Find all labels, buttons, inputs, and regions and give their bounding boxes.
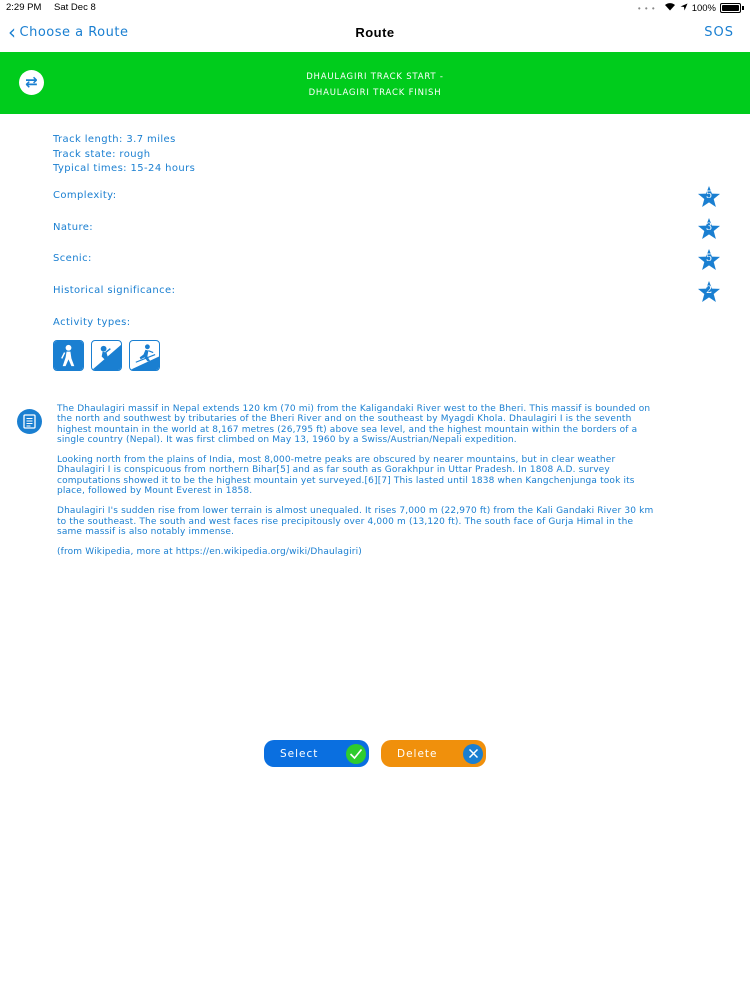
nature-rating-star: [697, 217, 721, 241]
navigation-bar: [0, 16, 750, 52]
status-bar: [0, 0, 750, 16]
historical-rating-value: 2: [705, 285, 713, 296]
battery-icon: [720, 3, 741, 13]
route-description: [57, 404, 657, 568]
complexity-rating-value: 5: [705, 190, 713, 201]
activity-types-label: Activity types:: [53, 317, 131, 328]
route-name-line2: DHAULAGIRI TRACK FINISH: [308, 88, 442, 98]
select-button[interactable]: [264, 740, 369, 767]
status-time: 2:29 PM: [6, 2, 42, 13]
battery-percent: 100%: [691, 2, 716, 14]
hiking-icon[interactable]: [53, 340, 84, 371]
route-name-line1: DHAULAGIRI TRACK START -: [306, 72, 444, 82]
delete-button-label: Delete: [397, 747, 438, 760]
track-length: Track length: 3.7 miles: [53, 134, 176, 145]
description-paragraph-1: The Dhaulagiri massif in Nepal extends 120 km (70 mi) from the Kaligandaki River west to the Bheri. This massif is bounded on the north and southwest by tributaries of the Bheri River and on the southeast by Myagdi Khola. Dhaulagiri I is the seventh highest mountain in the world at 8,167 metres (26,795 ft) above sea level, and the highest mountain within the borders of a single country (Nepal). It was first climbed on May 13, 1960 by a Swiss/Austrian/Nepali expedition.: [57, 404, 651, 445]
select-button-label: Select: [280, 747, 319, 760]
delete-button[interactable]: [381, 740, 486, 767]
status-date: Sat Dec 8: [54, 2, 96, 13]
description-source: (from Wikipedia, more at https://en.wikipedia.org/wiki/Dhaulagiri): [57, 547, 362, 558]
rating-label-nature: Nature:: [53, 222, 94, 233]
scenic-rating-value: 5: [705, 253, 713, 264]
chevron-left-icon: ‹: [8, 20, 17, 44]
route-name: [200, 69, 550, 101]
climbing-icon[interactable]: [91, 340, 122, 371]
page-title: Route: [355, 25, 395, 40]
typical-times: Typical times: 15-24 hours: [53, 163, 196, 174]
wifi-icon: [664, 2, 676, 14]
historical-rating-star: [697, 280, 721, 304]
multitasking-dots-icon: • • •: [637, 3, 656, 13]
swap-arrows-icon: ⇄: [25, 73, 38, 91]
rating-label-historical: Historical significance:: [53, 285, 176, 296]
rating-label-scenic: Scenic:: [53, 253, 92, 264]
activity-types-list: [53, 340, 160, 371]
document-icon: [17, 409, 42, 434]
sos-button[interactable]: SOS: [704, 25, 734, 40]
checkmark-icon: [346, 744, 366, 764]
back-button-label: Choose a Route: [19, 24, 129, 40]
swap-direction-button[interactable]: [19, 70, 44, 95]
nature-rating-value: 3: [705, 222, 713, 233]
scenic-rating-star: [697, 248, 721, 272]
skiing-icon[interactable]: [129, 340, 160, 371]
description-paragraph-3: Dhaulagiri I's sudden rise from lower terrain is almost unequaled. It rises 7,000 m (22,970 ft) from the Kali Gandaki River 30 km to the southeast. The south and west faces rise precipitously over 4,000 m (13,120 ft). The south face of Gurja Himal in the same massif is also notably immense.: [57, 506, 654, 537]
close-icon: [463, 744, 483, 764]
location-icon: [680, 3, 688, 14]
track-state: Track state: rough: [53, 149, 151, 160]
rating-label-complexity: Complexity:: [53, 190, 117, 201]
complexity-rating-star: [697, 185, 721, 209]
description-paragraph-2: Looking north from the plains of India, most 8,000-metre peaks are obscured by nearer mountains, but in clear weather Dhaulagiri I is conspicuous from northern Bihar[5] and as far south as Gorakhpur in Uttar Pradesh. In 1808 A.D. survey computations showed it to be the highest mountain yet surveyed.[6][7] This lasted until 1838 when Kangchenjunga took its place, followed by Mount Everest in 1858.: [57, 455, 635, 497]
route-banner: [0, 52, 750, 114]
